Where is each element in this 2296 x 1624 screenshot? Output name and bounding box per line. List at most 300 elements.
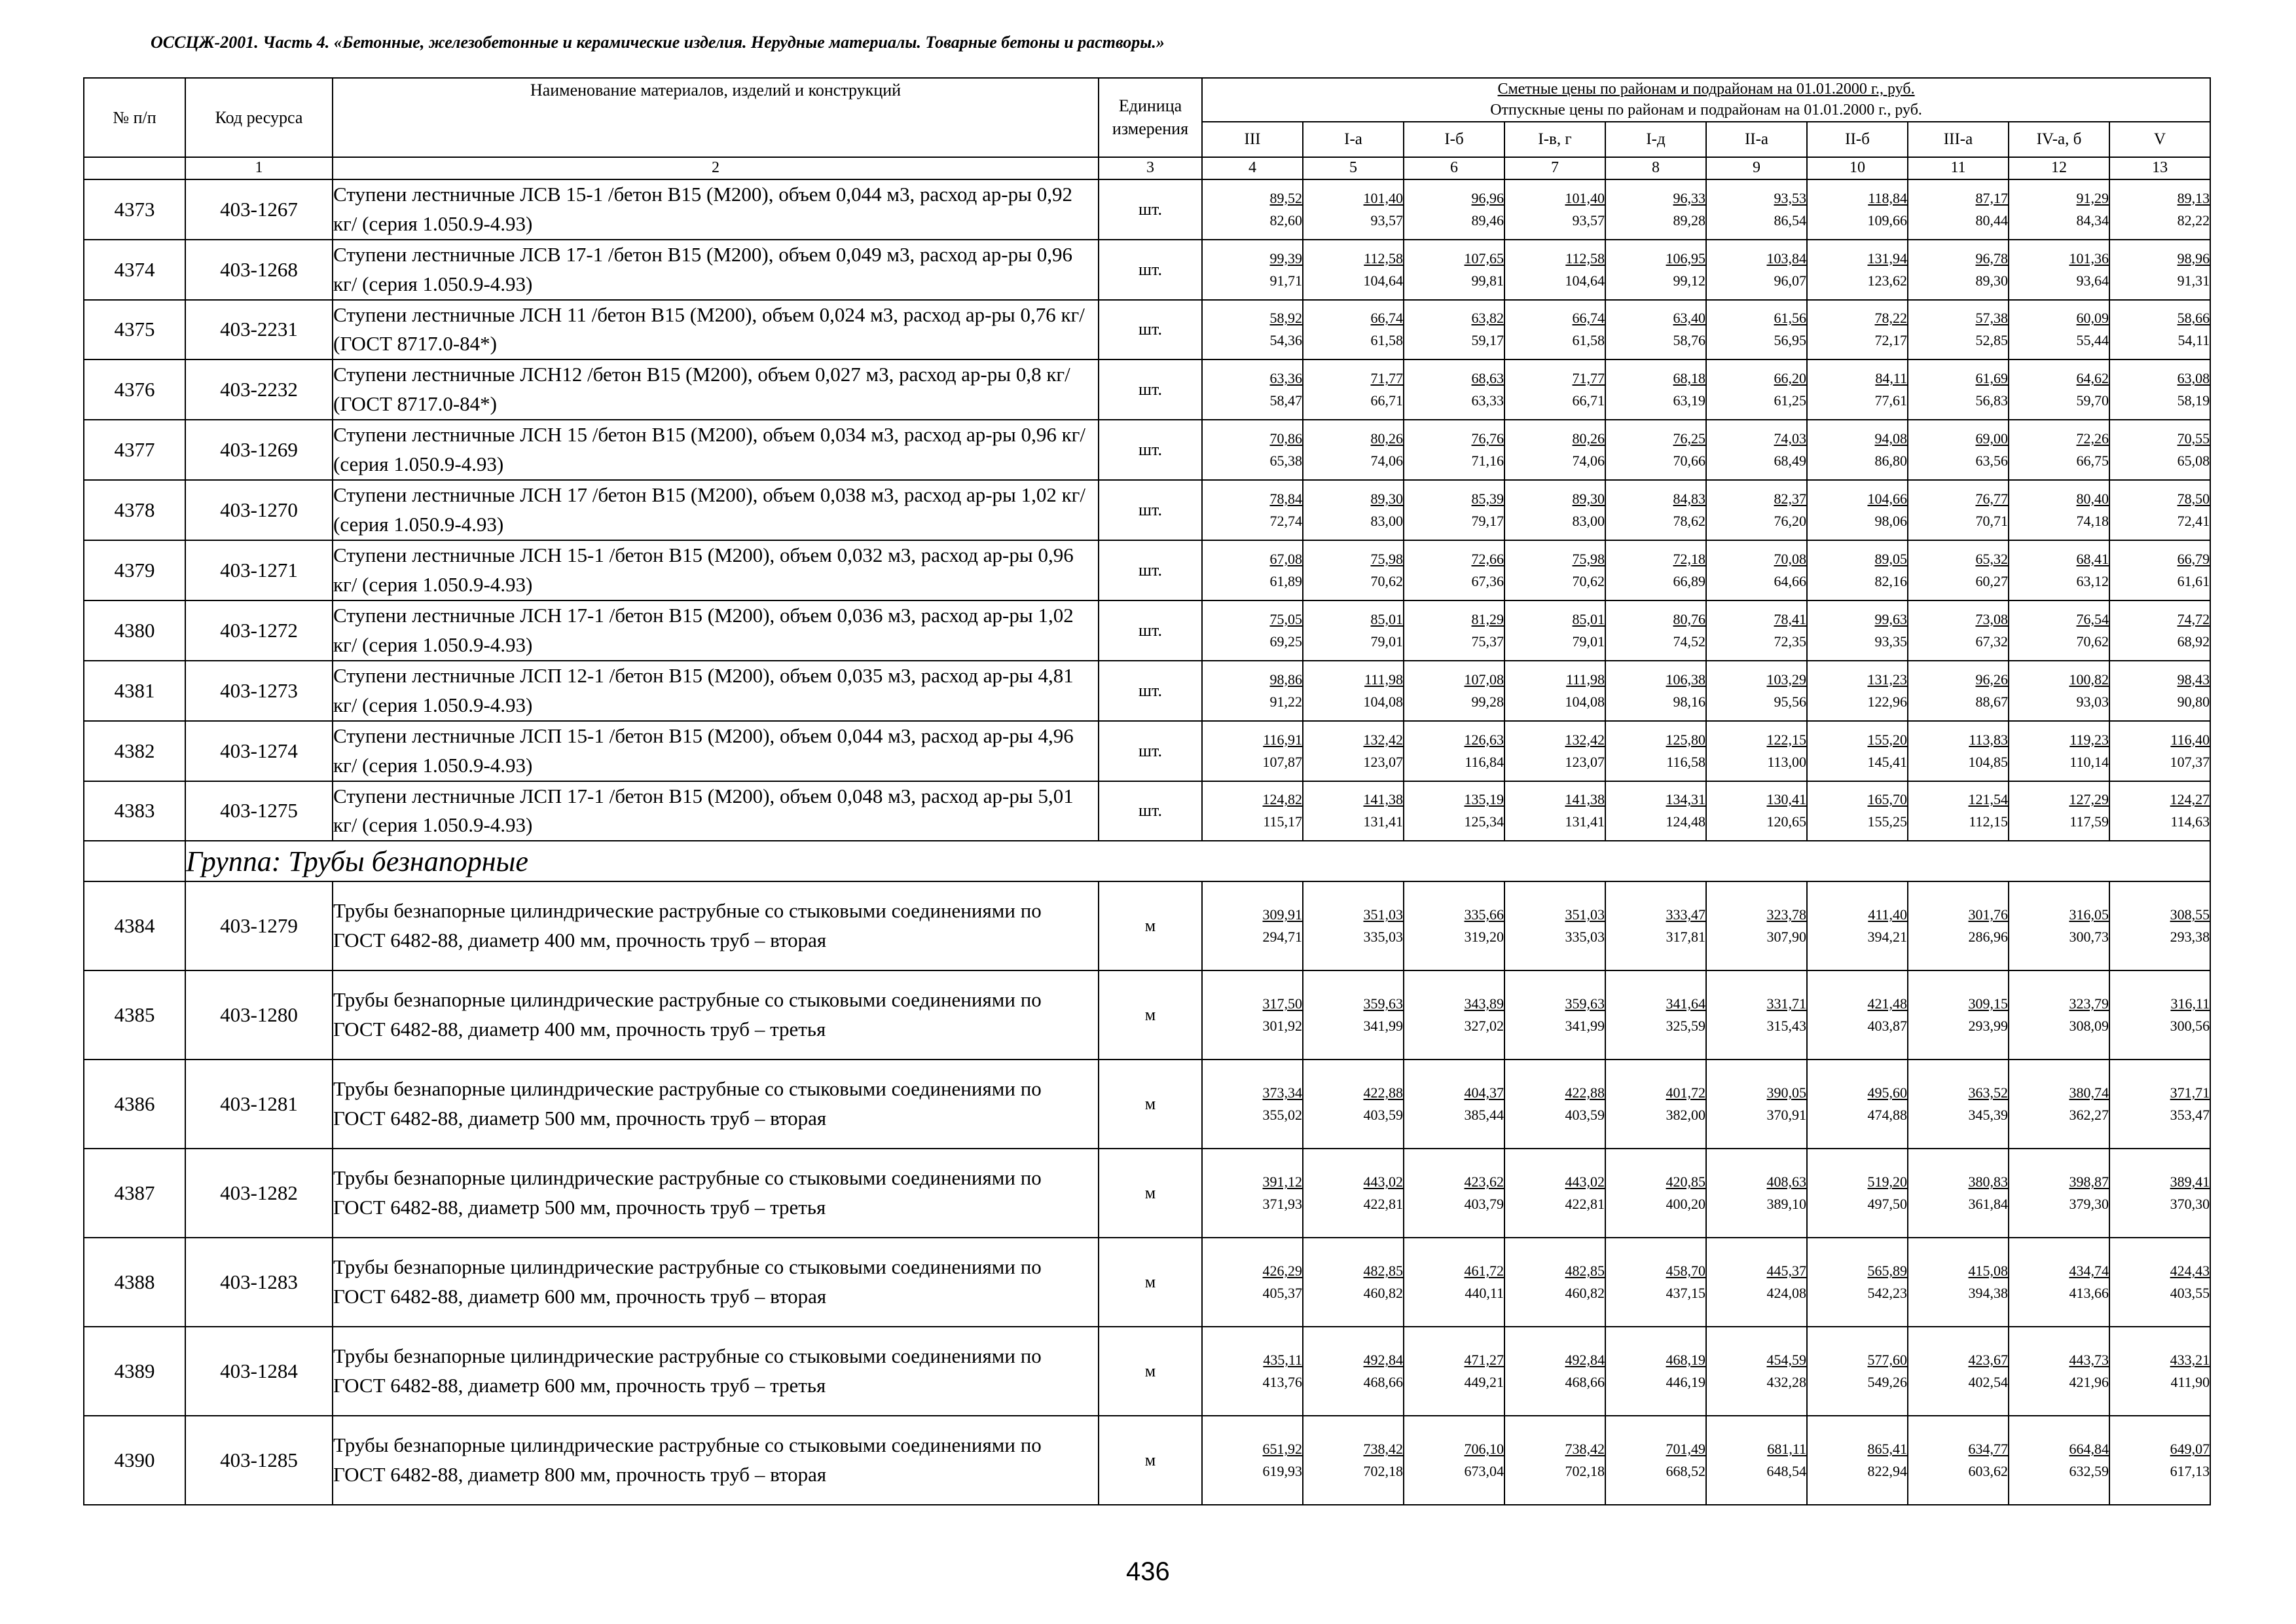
release-price: 70,71 (1975, 513, 2008, 530)
price-cell (1605, 970, 1706, 1060)
unit-of-measure: м (1099, 1238, 1202, 1327)
release-price: 345,39 (1968, 1107, 2008, 1124)
price-cell (2109, 661, 2210, 721)
estimate-price: 85,01 (1572, 610, 1605, 627)
release-price: 123,62 (1867, 272, 1907, 289)
item-name: Трубы безнапорные цилиндрические раструбные со стыковыми соединениями по ГОСТ 6482-88, диаметр 500 мм, прочность труб – третья (333, 1149, 1099, 1238)
price-cell (1303, 970, 1404, 1060)
release-price: 632,59 (2069, 1463, 2109, 1480)
price-cell (1706, 661, 1807, 721)
price-cell (1202, 881, 1303, 970)
table-row (84, 781, 2210, 841)
estimate-price: 471,27 (1464, 1352, 1504, 1369)
estimate-price: 308,55 (2170, 906, 2210, 923)
estimate-price: 492,84 (1565, 1352, 1605, 1369)
release-price: 70,66 (1673, 452, 1705, 470)
unit-of-measure: м (1099, 970, 1202, 1060)
release-price: 83,00 (1572, 513, 1605, 530)
estimate-price: 64,62 (2076, 370, 2109, 387)
release-price: 341,99 (1363, 1018, 1403, 1035)
price-cell (1908, 781, 2009, 841)
release-price: 70,62 (1370, 572, 1403, 589)
release-price: 58,76 (1673, 332, 1705, 349)
resource-code: 403-1280 (185, 970, 333, 1060)
price-cell (1202, 1238, 1303, 1327)
estimate-price: 70,86 (1269, 430, 1302, 447)
release-price: 61,89 (1269, 572, 1302, 589)
item-name: Ступени лестничные ЛСН 15 /бетон В15 (М200), объем 0,034 м3, расход ар-ры 0,96 кг/ (серия 1.050.9-4.93) (333, 420, 1099, 480)
price-cell (1404, 970, 1504, 1060)
price-cell (1202, 1416, 1303, 1505)
table-row (84, 1416, 2210, 1505)
table-row (84, 300, 2210, 360)
release-price: 104,64 (1565, 272, 1605, 289)
estimate-price: 65,32 (1975, 550, 2008, 567)
price-cell (1807, 420, 1908, 480)
estimate-price: 80,26 (1370, 430, 1403, 447)
release-price: 702,18 (1363, 1463, 1403, 1480)
price-cell (1908, 1060, 2009, 1149)
row-index: 4379 (84, 540, 185, 600)
release-price: 59,17 (1471, 332, 1504, 349)
release-price: 58,47 (1269, 392, 1302, 409)
release-price: 96,07 (1774, 272, 1806, 289)
estimate-price: 421,48 (1867, 995, 1907, 1012)
release-price: 123,07 (1565, 753, 1605, 770)
column-number: 9 (1706, 157, 1807, 179)
estimate-price: 60,09 (2076, 310, 2109, 327)
price-cell (2009, 480, 2109, 540)
estimate-price: 78,41 (1774, 610, 1806, 627)
column-number: 13 (2109, 157, 2210, 179)
price-cell (1404, 480, 1504, 540)
estimate-price: 63,08 (2177, 370, 2210, 387)
estimate-price: 333,47 (1666, 906, 1705, 923)
col-header-idx: № п/п (84, 78, 185, 157)
release-price: 61,61 (2177, 572, 2210, 589)
release-price: 56,83 (1975, 392, 2008, 409)
estimate-price: 99,39 (1269, 249, 1302, 267)
release-price: 403,59 (1565, 1107, 1605, 1124)
table-row (84, 1238, 2210, 1327)
estimate-price: 72,26 (2076, 430, 2109, 447)
estimate-price: 89,30 (1572, 490, 1605, 507)
release-price: 78,62 (1673, 513, 1705, 530)
release-price: 88,67 (1975, 693, 2008, 710)
release-price: 124,48 (1666, 813, 1705, 830)
release-price: 497,50 (1867, 1196, 1907, 1213)
release-price: 673,04 (1464, 1463, 1504, 1480)
table-row (84, 480, 2210, 540)
price-cell (1706, 240, 1807, 300)
price-cell (1504, 881, 1605, 970)
price-cell (1908, 661, 2009, 721)
price-cell (1404, 1238, 1504, 1327)
price-cell (1605, 721, 1706, 781)
price-cell (2109, 480, 2210, 540)
estimate-price: 103,84 (1766, 249, 1806, 267)
price-cell (1303, 179, 1404, 240)
estimate-price: 423,67 (1968, 1352, 2008, 1369)
item-name: Трубы безнапорные цилиндрические раструбные со стыковыми соединениями по ГОСТ 6482-88, диаметр 400 мм, прочность труб – третья (333, 970, 1099, 1060)
price-cell (1908, 1327, 2009, 1416)
release-price: 403,87 (1867, 1018, 1907, 1035)
release-price: 63,12 (2076, 572, 2109, 589)
release-price: 403,79 (1464, 1196, 1504, 1213)
price-cell (1908, 881, 2009, 970)
price-cell (1605, 881, 1706, 970)
estimate-price: 100,82 (2069, 671, 2109, 688)
price-cell (2009, 881, 2109, 970)
release-price: 76,20 (1774, 513, 1806, 530)
estimate-price: 411,40 (1868, 906, 1907, 923)
price-cell (1908, 1149, 2009, 1238)
price-cell (1504, 240, 1605, 300)
estimate-price: 104,66 (1867, 490, 1907, 507)
estimate-price: 706,10 (1464, 1441, 1504, 1458)
price-cell (1908, 600, 2009, 661)
release-price: 99,28 (1471, 693, 1504, 710)
price-cell (1303, 1149, 1404, 1238)
estimate-price: 422,88 (1565, 1084, 1605, 1101)
release-price: 99,81 (1471, 272, 1504, 289)
item-name: Ступени лестничные ЛСН 11 /бетон В15 (М200), объем 0,024 м3, расход ар-ры 0,76 кг/ (ГОСТ 8717.0-84*) (333, 300, 1099, 360)
table-row (84, 881, 2210, 970)
release-price: 394,38 (1968, 1285, 2008, 1302)
estimate-price: 701,49 (1666, 1441, 1705, 1458)
release-price: 327,02 (1464, 1018, 1504, 1035)
price-cell (2109, 781, 2210, 841)
release-price: 411,90 (2170, 1374, 2210, 1391)
row-index: 4387 (84, 1149, 185, 1238)
price-cell (1202, 721, 1303, 781)
release-price: 74,06 (1370, 452, 1403, 470)
release-price: 93,57 (1370, 212, 1403, 229)
price-cell (1807, 1149, 1908, 1238)
row-index: 4381 (84, 661, 185, 721)
estimate-price: 84,11 (1875, 370, 1907, 387)
release-price: 86,54 (1774, 212, 1806, 229)
release-price: 382,00 (1666, 1107, 1705, 1124)
release-price: 67,36 (1471, 572, 1504, 589)
estimate-price: 76,25 (1673, 430, 1705, 447)
estimate-price: 89,13 (2177, 189, 2210, 206)
price-cell (1404, 1327, 1504, 1416)
estimate-price: 68,41 (2076, 550, 2109, 567)
price-cell (2109, 420, 2210, 480)
estimate-price: 323,78 (1766, 906, 1806, 923)
estimate-price: 89,52 (1269, 189, 1302, 206)
resource-code: 403-1270 (185, 480, 333, 540)
estimate-price: 98,43 (2177, 671, 2210, 688)
estimate-price: 134,31 (1666, 791, 1705, 808)
release-price: 370,30 (2170, 1196, 2210, 1213)
estimate-price: 98,96 (2177, 249, 2210, 267)
item-name: Трубы безнапорные цилиндрические раструбные со стыковыми соединениями по ГОСТ 6482-88, диаметр 800 мм, прочность труб – вторая (333, 1416, 1099, 1505)
estimate-price: 85,01 (1370, 610, 1403, 627)
release-price: 300,73 (2069, 929, 2109, 946)
release-price: 74,18 (2076, 513, 2109, 530)
resource-code: 403-1272 (185, 600, 333, 661)
estimate-price: 66,79 (2177, 550, 2210, 567)
release-price: 355,02 (1262, 1107, 1302, 1124)
price-cell (1908, 480, 2009, 540)
release-price: 84,34 (2076, 212, 2109, 229)
release-price: 315,43 (1766, 1018, 1806, 1035)
release-price: 77,61 (1874, 392, 1907, 409)
price-cell (2009, 420, 2109, 480)
resource-code: 403-1269 (185, 420, 333, 480)
release-price: 70,62 (2076, 633, 2109, 650)
release-price: 446,19 (1666, 1374, 1705, 1391)
release-price: 432,28 (1766, 1374, 1806, 1391)
resource-code: 403-1284 (185, 1327, 333, 1416)
estimate-price: 426,29 (1262, 1263, 1302, 1280)
estimate-price: 454,59 (1766, 1352, 1806, 1369)
release-price: 71,16 (1471, 452, 1504, 470)
price-cell (1202, 1327, 1303, 1416)
estimate-price: 71,77 (1370, 370, 1403, 387)
price-cell (1706, 300, 1807, 360)
price-cell (1605, 540, 1706, 600)
release-price: 59,70 (2076, 392, 2109, 409)
release-price: 104,08 (1565, 693, 1605, 710)
estimate-price: 422,88 (1363, 1084, 1403, 1101)
release-price: 405,37 (1262, 1285, 1302, 1302)
price-cell (2109, 970, 2210, 1060)
release-price: 89,30 (1975, 272, 2008, 289)
estimate-price: 389,41 (2170, 1173, 2210, 1190)
estimate-price: 317,50 (1262, 995, 1302, 1012)
row-index: 4388 (84, 1238, 185, 1327)
price-cell (1504, 300, 1605, 360)
release-price: 79,01 (1572, 633, 1605, 650)
table-row (84, 179, 2210, 240)
col-header-prices (1202, 78, 2210, 122)
release-price: 79,17 (1471, 513, 1504, 530)
estimate-price: 165,70 (1867, 791, 1907, 808)
resource-code: 403-1281 (185, 1060, 333, 1149)
price-cell (1706, 1060, 1807, 1149)
release-price: 379,30 (2069, 1196, 2109, 1213)
price-cell (1807, 179, 1908, 240)
resource-code: 403-1274 (185, 721, 333, 781)
release-price: 353,47 (2170, 1107, 2210, 1124)
release-price: 65,08 (2177, 452, 2210, 470)
estimate-price: 433,21 (2170, 1352, 2210, 1369)
price-cell (1404, 721, 1504, 781)
estimate-price: 76,76 (1471, 430, 1504, 447)
estimate-price: 124,82 (1262, 791, 1302, 808)
estimate-price: 323,79 (2069, 995, 2109, 1012)
release-price: 413,66 (2069, 1285, 2109, 1302)
price-cell (1504, 480, 1605, 540)
column-number: 3 (1099, 157, 1202, 179)
price-cell (1303, 781, 1404, 841)
price-cell (1504, 179, 1605, 240)
release-price: 362,27 (2069, 1107, 2109, 1124)
price-cell (2109, 240, 2210, 300)
estimate-price: 649,07 (2170, 1441, 2210, 1458)
price-cell (1605, 1327, 1706, 1416)
price-cell (1908, 179, 2009, 240)
price-cell (2109, 1060, 2210, 1149)
release-price: 74,06 (1572, 452, 1605, 470)
estimate-price: 67,08 (1269, 550, 1302, 567)
release-price: 421,96 (2069, 1374, 2109, 1391)
price-cell (1605, 240, 1706, 300)
estimate-price: 89,30 (1370, 490, 1403, 507)
release-price: 460,82 (1363, 1285, 1403, 1302)
price-cell (1404, 420, 1504, 480)
col-header-name: Наименование материалов, изделий и конструкций (333, 78, 1099, 157)
release-price: 90,80 (2177, 693, 2210, 710)
price-cell (2109, 1327, 2210, 1416)
unit-of-measure: шт. (1099, 179, 1202, 240)
release-price: 468,66 (1363, 1374, 1403, 1391)
price-cell (1303, 480, 1404, 540)
release-price: 668,52 (1666, 1463, 1705, 1480)
price-cell (2109, 360, 2210, 420)
price-cell (1706, 420, 1807, 480)
release-price: 648,54 (1766, 1463, 1806, 1480)
price-cell (1504, 1149, 1605, 1238)
estimate-price: 101,40 (1565, 189, 1605, 206)
price-cell (1404, 360, 1504, 420)
release-price: 56,95 (1774, 332, 1806, 349)
group-row-empty-cell (84, 841, 185, 881)
column-number: 1 (185, 157, 333, 179)
price-cell (1504, 1060, 1605, 1149)
estimate-price: 664,84 (2069, 1441, 2109, 1458)
table-row (84, 360, 2210, 420)
release-price: 86,80 (1874, 452, 1907, 470)
price-cell (1908, 360, 2009, 420)
estimate-price: 119,23 (2069, 731, 2109, 748)
release-price: 114,63 (2170, 813, 2210, 830)
region-header: I-а (1303, 122, 1404, 157)
release-price: 293,38 (2170, 929, 2210, 946)
table-row (84, 1149, 2210, 1238)
header-row-top (84, 78, 2210, 122)
release-price: 361,84 (1968, 1196, 2008, 1213)
release-price: 702,18 (1565, 1463, 1605, 1480)
price-cell (2009, 1327, 2109, 1416)
release-price: 110,14 (2069, 753, 2109, 770)
price-cell (1303, 1238, 1404, 1327)
estimate-price: 458,70 (1666, 1263, 1705, 1280)
release-price: 98,06 (1874, 513, 1907, 530)
release-price: 66,71 (1572, 392, 1605, 409)
price-cell (1807, 721, 1908, 781)
release-price: 107,37 (2170, 753, 2210, 770)
price-cell (2009, 540, 2109, 600)
group-title: Группа: Трубы безнапорные (185, 841, 2210, 881)
estimate-price: 61,56 (1774, 310, 1806, 327)
price-cell (1202, 1060, 1303, 1149)
release-price: 79,01 (1370, 633, 1403, 650)
price-cell (2009, 1149, 2109, 1238)
estimate-price: 408,63 (1766, 1173, 1806, 1190)
estimate-price: 519,20 (1867, 1173, 1907, 1190)
estimate-price: 124,27 (2170, 791, 2210, 808)
price-cell (1706, 1238, 1807, 1327)
release-price: 61,58 (1572, 332, 1605, 349)
release-price: 335,03 (1565, 929, 1605, 946)
price-table (83, 77, 2211, 1505)
resource-code: 403-1282 (185, 1149, 333, 1238)
release-price: 131,41 (1565, 813, 1605, 830)
estimate-price: 63,40 (1673, 310, 1705, 327)
release-price: 122,96 (1867, 693, 1907, 710)
estimate-price: 435,11 (1263, 1352, 1302, 1369)
price-cell (1404, 600, 1504, 661)
price-cell (1303, 360, 1404, 420)
price-cell (1706, 721, 1807, 781)
row-index: 4377 (84, 420, 185, 480)
price-cell (1303, 721, 1404, 781)
estimate-price: 316,11 (2170, 995, 2210, 1012)
region-header: V (2109, 122, 2210, 157)
price-cell (2109, 1149, 2210, 1238)
estimate-price: 351,03 (1565, 906, 1605, 923)
group-body (84, 841, 2210, 881)
release-price: 93,35 (1874, 633, 1907, 650)
release-price: 468,66 (1565, 1374, 1605, 1391)
release-price: 98,16 (1673, 693, 1705, 710)
price-cell (1202, 600, 1303, 661)
resource-code: 403-1268 (185, 240, 333, 300)
estimate-price: 84,83 (1673, 490, 1705, 507)
estimate-price: 103,29 (1766, 671, 1806, 688)
unit-of-measure: шт. (1099, 540, 1202, 600)
price-cell (2009, 179, 2109, 240)
release-price: 83,00 (1370, 513, 1403, 530)
estimate-price: 71,77 (1572, 370, 1605, 387)
release-price: 61,58 (1370, 332, 1403, 349)
estimate-price: 68,63 (1471, 370, 1504, 387)
release-price: 294,71 (1262, 929, 1302, 946)
page-number: 436 (1126, 1557, 1170, 1586)
release-price: 89,46 (1471, 212, 1504, 229)
unit-of-measure: шт. (1099, 240, 1202, 300)
release-price: 460,82 (1565, 1285, 1605, 1302)
release-price: 474,88 (1867, 1107, 1907, 1124)
estimate-price: 121,54 (1968, 791, 2008, 808)
estimate-price: 76,54 (2076, 610, 2109, 627)
release-price: 125,34 (1464, 813, 1504, 830)
column-number: 4 (1202, 157, 1303, 179)
release-price: 93,57 (1572, 212, 1605, 229)
row-index: 4375 (84, 300, 185, 360)
release-price: 115,17 (1263, 813, 1302, 830)
prices-release-title: Отпускные цены по районам и подрайонам на 01.01.2000 г., руб. (1490, 101, 1922, 119)
release-price: 54,11 (2178, 332, 2210, 349)
price-cell (1202, 300, 1303, 360)
price-cell (1202, 179, 1303, 240)
release-price: 66,89 (1673, 572, 1705, 589)
resource-code: 403-1275 (185, 781, 333, 841)
release-price: 91,71 (1269, 272, 1302, 289)
estimate-price: 131,23 (1867, 671, 1907, 688)
estimate-price: 75,05 (1269, 610, 1302, 627)
release-price: 413,76 (1262, 1374, 1302, 1391)
estimate-price: 75,98 (1572, 550, 1605, 567)
estimate-price: 135,19 (1464, 791, 1504, 808)
row-index: 4373 (84, 179, 185, 240)
estimate-price: 371,71 (2170, 1084, 2210, 1101)
region-header: I-д (1605, 122, 1706, 157)
